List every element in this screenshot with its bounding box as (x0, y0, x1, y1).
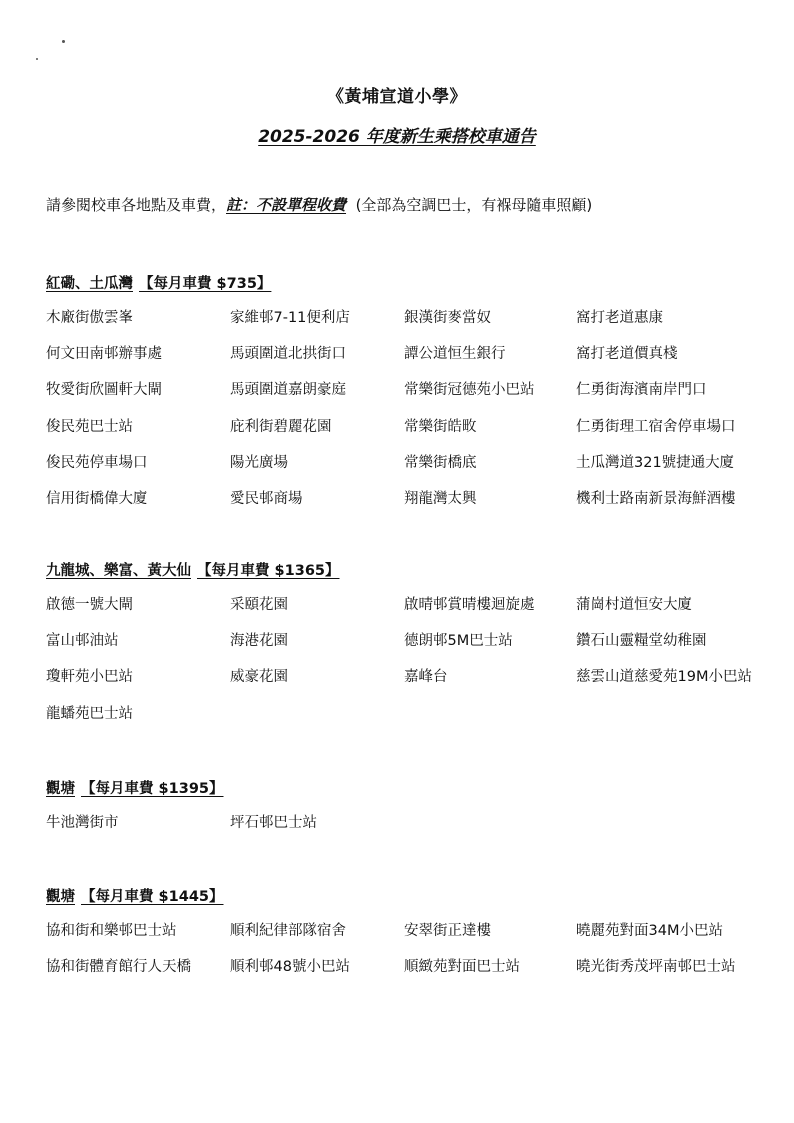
section-heading (46, 272, 776, 296)
intro-note: 註：不設單程收費 (226, 196, 347, 214)
section-area: 九龍城、樂富、黃大仙 (46, 563, 191, 579)
section-kwun-tong-1395 (46, 777, 776, 849)
bus-stop: 威豪花園 (230, 669, 288, 686)
intro-remark: (全部為空調巴士，有褓母隨車照顧) (355, 196, 593, 214)
monthly-fee: 【每月車費 $1395】 (81, 781, 224, 797)
notice-title: 2025-2026 年度新生乘搭校車通告 (258, 127, 536, 147)
bus-stop: 何文田南邨辦事處 (46, 346, 162, 363)
bus-stop: 機利士路南新景海鮮酒樓 (576, 490, 736, 507)
bus-stop: 馬頭圍道北拱街口 (230, 346, 346, 363)
bus-stop: 信用街橋偉大廈 (46, 490, 148, 507)
bus-stop: 曉光街秀茂坪南邨巴士站 (576, 959, 736, 976)
bus-stop: 常樂街橋底 (404, 454, 477, 471)
bus-stop: 仁勇街海濱南岸門口 (576, 382, 707, 399)
section-area: 觀塘 (46, 781, 75, 797)
bus-stop: 德朗邨5M巴士站 (404, 633, 513, 650)
stop-list (46, 813, 776, 849)
bus-stop: 仁勇街理工宿舍停車場口 (576, 418, 736, 435)
bus-stop: 土瓜灣道321號捷通大廈 (576, 454, 735, 471)
school-name: 《黃埔宣道小學》 (327, 87, 467, 107)
bus-stop: 俊民苑停車場口 (46, 454, 148, 471)
section-heading (46, 885, 776, 909)
bus-stop: 常樂街冠德苑小巴站 (404, 382, 535, 399)
bus-stop: 瓊軒苑小巴站 (46, 669, 133, 686)
section-heading (46, 777, 776, 801)
bus-stop: 啟晴邨賞晴樓迴旋處 (404, 597, 535, 613)
bus-stop: 協和街體育館行人天橋 (46, 959, 191, 976)
section-area: 紅磡、土瓜灣 (46, 276, 133, 292)
bus-stop: 龍蟠苑巴士站 (46, 705, 133, 722)
bus-stop: 協和街和樂邨巴士站 (46, 923, 177, 939)
stop-list (46, 921, 776, 993)
bus-stop: 俊民苑巴士站 (46, 418, 133, 435)
section-kowloon-city (46, 559, 776, 740)
bus-stop: 木廠街傲雲峯 (46, 310, 133, 326)
bus-stop: 常樂街皓畋 (404, 418, 477, 435)
bus-stop: 蒲崗村道恒安大廈 (576, 597, 692, 613)
bus-stop: 牛池灣街市 (46, 815, 119, 831)
monthly-fee: 【每月車費 $1445】 (81, 889, 224, 905)
stop-list (46, 595, 776, 740)
bus-stop: 曉麗苑對面34M小巴站 (576, 923, 723, 939)
bus-stop: 牧愛街欣圖軒大閘 (46, 382, 162, 399)
bus-stop: 安翠街正達樓 (404, 923, 491, 939)
section-hunghom (46, 272, 776, 525)
stop-list (46, 308, 776, 525)
bus-stop: 愛民邨商場 (230, 490, 303, 507)
monthly-fee: 【每月車費 $735】 (139, 276, 272, 292)
bus-stop: 窩打老道惠康 (576, 310, 663, 326)
section-heading (46, 559, 776, 583)
bus-stop: 鑽石山靈糧堂幼稚園 (576, 633, 707, 650)
bus-stop: 譚公道恒生銀行 (404, 346, 506, 363)
scan-speck (62, 40, 65, 43)
bus-stop: 順利邨48號小巴站 (230, 959, 350, 976)
section-kwun-tong-1445 (46, 885, 776, 993)
intro-line (46, 194, 592, 215)
bus-stop: 陽光廣場 (230, 454, 288, 471)
bus-stop: 順緻苑對面巴士站 (404, 959, 520, 976)
bus-stop: 坪石邨巴士站 (230, 815, 317, 831)
bus-stop: 窩打老道價真棧 (576, 346, 678, 363)
bus-stop: 慈雲山道慈愛苑19M小巴站 (576, 669, 752, 686)
scan-speck (36, 58, 38, 60)
bus-stop: 嘉峰台 (404, 669, 448, 686)
bus-stop: 銀漢街麥當奴 (404, 310, 491, 326)
bus-stop: 海港花園 (230, 633, 288, 650)
bus-stop: 馬頭圍道嘉朗豪庭 (230, 382, 346, 399)
bus-stop: 庇利街碧麗花園 (230, 418, 332, 435)
bus-stop: 采頤花園 (230, 597, 288, 613)
section-area: 觀塘 (46, 889, 75, 905)
bus-stop: 翔龍灣太興 (404, 490, 477, 507)
monthly-fee: 【每月車費 $1365】 (197, 563, 340, 579)
bus-stop: 順利紀律部隊宿舍 (230, 923, 346, 939)
bus-stop: 家維邨7-11便利店 (230, 310, 350, 326)
bus-stop: 富山邨油站 (46, 633, 119, 650)
bus-stop: 啟德一號大閘 (46, 597, 133, 613)
intro-text: 請參閱校車各地點及車費， (46, 196, 227, 214)
